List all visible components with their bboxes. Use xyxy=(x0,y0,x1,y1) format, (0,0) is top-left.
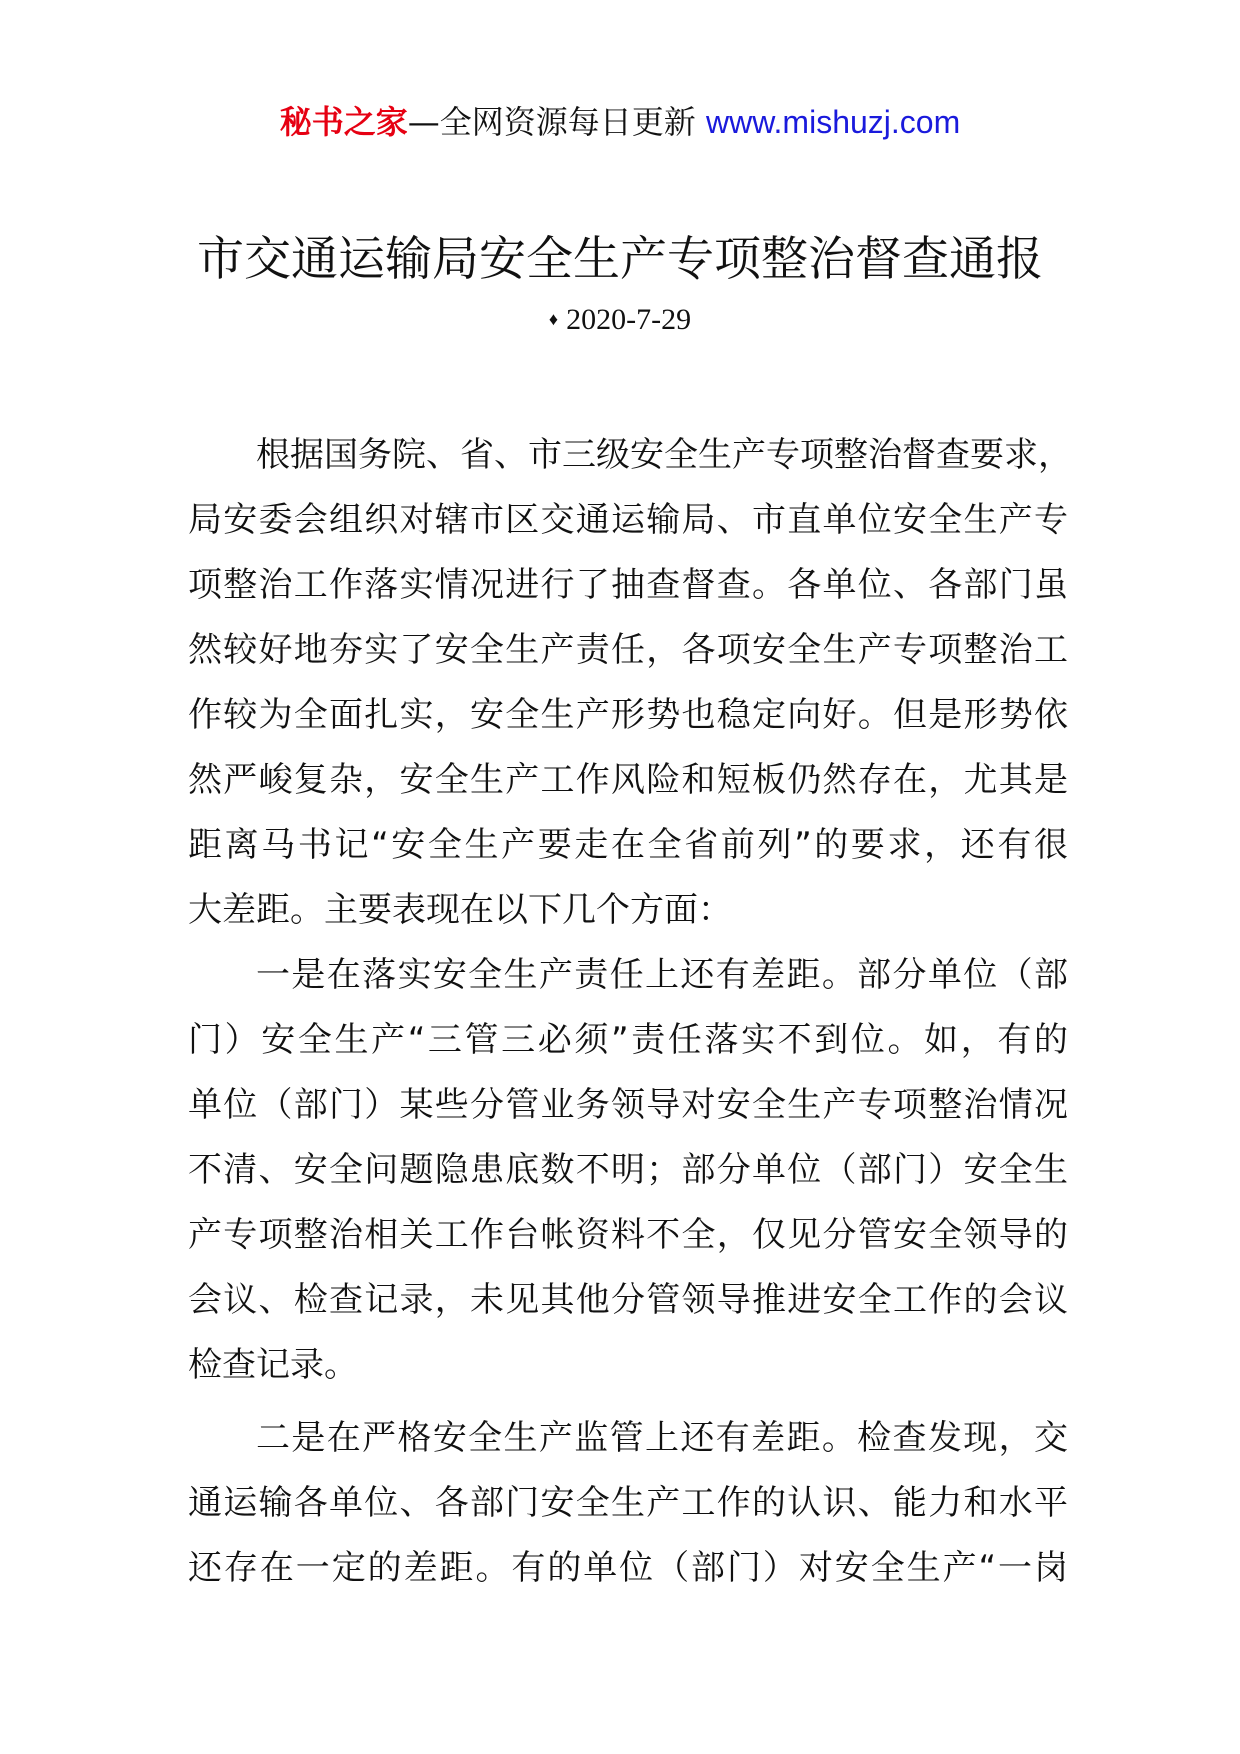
paragraph-line: 不清、安全问题隐患底数不明；部分单位（部门）安全生 xyxy=(188,1150,1068,1190)
diamond-bullet-icon: ♦ xyxy=(548,309,559,329)
document-title: 市交通运输局安全生产专项整治督查通报 xyxy=(197,232,1043,287)
document-body xyxy=(188,423,1072,1601)
body-paragraph xyxy=(188,1406,1068,1601)
paragraph-line: 大差距。主要表现在以下几个方面： xyxy=(188,890,732,930)
paragraph-line: 然严峻复杂，安全生产工作风险和短板仍然存在，尤其是 xyxy=(188,760,1068,800)
paragraph-line: 作较为全面扎实，安全生产形势也稳定向好。但是形势依 xyxy=(188,695,1068,735)
document-date: 2020-7-29 xyxy=(566,303,692,336)
brand-name: 秘书之家 xyxy=(279,103,408,141)
paragraph-line: 会议、检查记录，未见其他分管领导推进安全工作的会议 xyxy=(188,1280,1068,1320)
body-paragraph xyxy=(188,943,1068,1398)
paragraph-line: 产专项整治相关工作台帐资料不全，仅见分管安全领导的 xyxy=(188,1215,1068,1255)
paragraph-line: 根据国务院、省、市三级安全生产专项整治督查要求， xyxy=(256,435,1072,475)
paragraph-line: 二是在严格安全生产监管上还有差距。检查发现，交 xyxy=(256,1418,1068,1458)
paragraph-line: 局安委会组织对辖市区交通运输局、市直单位安全生产专 xyxy=(188,500,1068,540)
paragraph-line: 项整治工作落实情况进行了抽查督查。各单位、各部门虽 xyxy=(188,565,1068,605)
paragraph-line: 单位（部门）某些分管业务领导对安全生产专项整治情况 xyxy=(188,1085,1068,1125)
paragraph-line: 距离马书记“安全生产要走在全省前列”的要求，还有很 xyxy=(188,825,1068,865)
site-url-link[interactable]: www.mishuzj.com xyxy=(705,104,961,140)
paragraph-line: 门）安全生产“三管三必须”责任落实不到位。如，有的 xyxy=(188,1020,1068,1060)
paragraph-line: 然较好地夯实了安全生产责任，各项安全生产专项整治工 xyxy=(188,630,1068,670)
header-tagline: —全网资源每日更新 xyxy=(407,103,706,141)
paragraph-line: 还存在一定的差距。有的单位（部门）对安全生产“一岗 xyxy=(188,1548,1068,1588)
paragraph-line: 通运输各单位、各部门安全生产工作的认识、能力和水平 xyxy=(188,1483,1068,1523)
body-paragraph xyxy=(188,423,1072,943)
paragraph-line: 一是在落实安全生产责任上还有差距。部分单位（部 xyxy=(256,955,1068,995)
site-header xyxy=(0,100,1240,144)
document-dateline xyxy=(0,299,1240,340)
paragraph-line: 检查记录。 xyxy=(188,1345,358,1385)
